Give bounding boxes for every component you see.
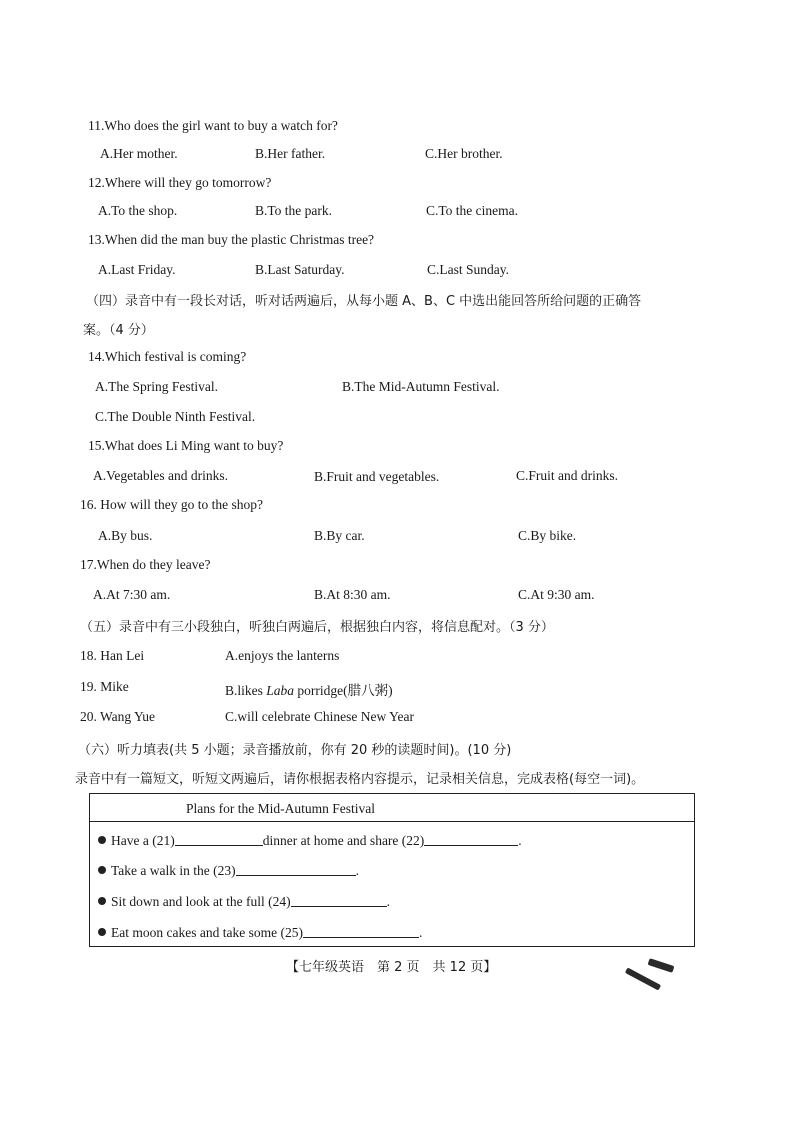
question-17-option-b: B.At 8:30 am. xyxy=(314,587,391,602)
question-15-option-a: A.Vegetables and drinks. xyxy=(93,468,228,483)
blank-21[interactable] xyxy=(175,833,263,846)
row-4-text-post: . xyxy=(418,925,423,940)
plans-table-title: Plans for the Mid-Autumn Festival xyxy=(186,801,375,816)
question-14-option-b: B.The Mid-Autumn Festival. xyxy=(342,379,500,394)
question-15-option-b: B.Fruit and vegetables. xyxy=(314,469,440,484)
section-6-instruction: （六）听力填表(共 5 小题；录音播放前，你有 20 秒的读题时间)。(10 分) xyxy=(78,743,512,758)
blank-22[interactable] xyxy=(424,833,518,846)
table-row-2 xyxy=(98,863,359,879)
scan-mark xyxy=(648,958,675,973)
bullet-icon xyxy=(98,928,106,936)
section-6-detail: 录音中有一篇短文，听短文两遍后，请你根据表格内容提示，记录相关信息，完成表格(每空一词)。 xyxy=(75,772,645,787)
row-3-text-pre: Sit down and look at the full (24) xyxy=(111,894,291,909)
row-1-text-mid: dinner at home and share (22) xyxy=(262,833,425,848)
blank-23[interactable] xyxy=(236,863,356,876)
question-11-option-c: C.Her brother. xyxy=(425,146,503,161)
plans-table-header xyxy=(90,794,694,822)
question-17-option-c: C.At 9:30 am. xyxy=(518,587,595,602)
section-4-instruction-line1: （四）录音中有一段长对话，听对话两遍后，从每小题 A、B、C 中选出能回答所给问题的正确答 xyxy=(86,294,642,309)
question-13-option-a: A.Last Friday. xyxy=(98,262,176,277)
question-12-option-b: B.To the park. xyxy=(255,203,333,218)
plans-table xyxy=(89,793,695,947)
bullet-icon xyxy=(98,897,106,905)
matching-option-b xyxy=(225,679,393,699)
matching-item-19: 19. Mike xyxy=(80,679,129,694)
question-14-option-a: A.The Spring Festival. xyxy=(95,379,218,394)
question-12-option-c: C.To the cinema. xyxy=(426,203,519,218)
matching-item-18: 18. Han Lei xyxy=(80,648,145,663)
question-12-stem: 12.Where will they go tomorrow? xyxy=(88,175,272,190)
matching-option-a: A.enjoys the lanterns xyxy=(225,648,340,663)
row-3-text-post: . xyxy=(386,894,390,909)
matching-option-b-pre: B.likes xyxy=(225,683,267,698)
table-row-3 xyxy=(98,894,390,910)
question-16-option-c: C.By bike. xyxy=(518,528,577,543)
question-11-stem: 11.Who does the girl want to buy a watch for? xyxy=(88,118,338,133)
matching-item-20: 20. Wang Yue xyxy=(80,709,156,724)
blank-25[interactable] xyxy=(303,925,419,938)
question-15-stem: 15.What does Li Ming want to buy? xyxy=(88,438,284,453)
row-2-text-pre: Take a walk in the (23) xyxy=(111,863,236,878)
question-15-option-c: C.Fruit and drinks. xyxy=(516,468,619,483)
question-16-option-b: B.By car. xyxy=(314,528,365,543)
section-4-instruction-line2: 案。（4 分） xyxy=(83,323,154,338)
row-4-text-pre: Eat moon cakes and take some (25) xyxy=(111,925,303,940)
question-11-option-b: B.Her father. xyxy=(255,146,326,161)
row-1-text-pre: Have a (21) xyxy=(111,833,175,848)
question-13-stem: 13.When did the man buy the plastic Christmas tree? xyxy=(88,232,375,247)
matching-option-b-post: porridge(腊八粥) xyxy=(294,683,393,698)
question-17-stem: 17.When do they leave? xyxy=(80,557,211,572)
table-row-1 xyxy=(98,833,522,849)
matching-option-c: C.will celebrate Chinese New Year xyxy=(225,709,414,724)
section-5-instruction: （五）录音中有三小段独白，听独白两遍后，根据独白内容，将信息配对。（3 分） xyxy=(80,620,554,635)
table-row-4 xyxy=(98,925,422,941)
page-footer: 【七年级英语 第 2 页 共 12 页】 xyxy=(286,960,497,975)
bullet-icon xyxy=(98,866,106,874)
bullet-icon xyxy=(98,836,106,844)
question-13-option-c: C.Last Sunday. xyxy=(427,262,509,277)
question-14-stem: 14.Which festival is coming? xyxy=(88,349,247,364)
question-14-option-c: C.The Double Ninth Festival. xyxy=(95,409,256,424)
question-16-stem: 16. How will they go to the shop? xyxy=(80,497,263,512)
question-12-option-a: A.To the shop. xyxy=(98,203,178,218)
question-17-option-a: A.At 7:30 am. xyxy=(93,587,171,602)
question-11-option-a: A.Her mother. xyxy=(100,146,178,161)
row-1-text-post: . xyxy=(518,833,522,848)
blank-24[interactable] xyxy=(291,894,387,907)
question-13-option-b: B.Last Saturday. xyxy=(255,262,345,277)
matching-option-b-laba: Laba xyxy=(266,683,295,698)
question-16-option-a: A.By bus. xyxy=(98,528,153,543)
row-2-text-post: . xyxy=(355,863,360,878)
scan-mark xyxy=(625,967,661,990)
